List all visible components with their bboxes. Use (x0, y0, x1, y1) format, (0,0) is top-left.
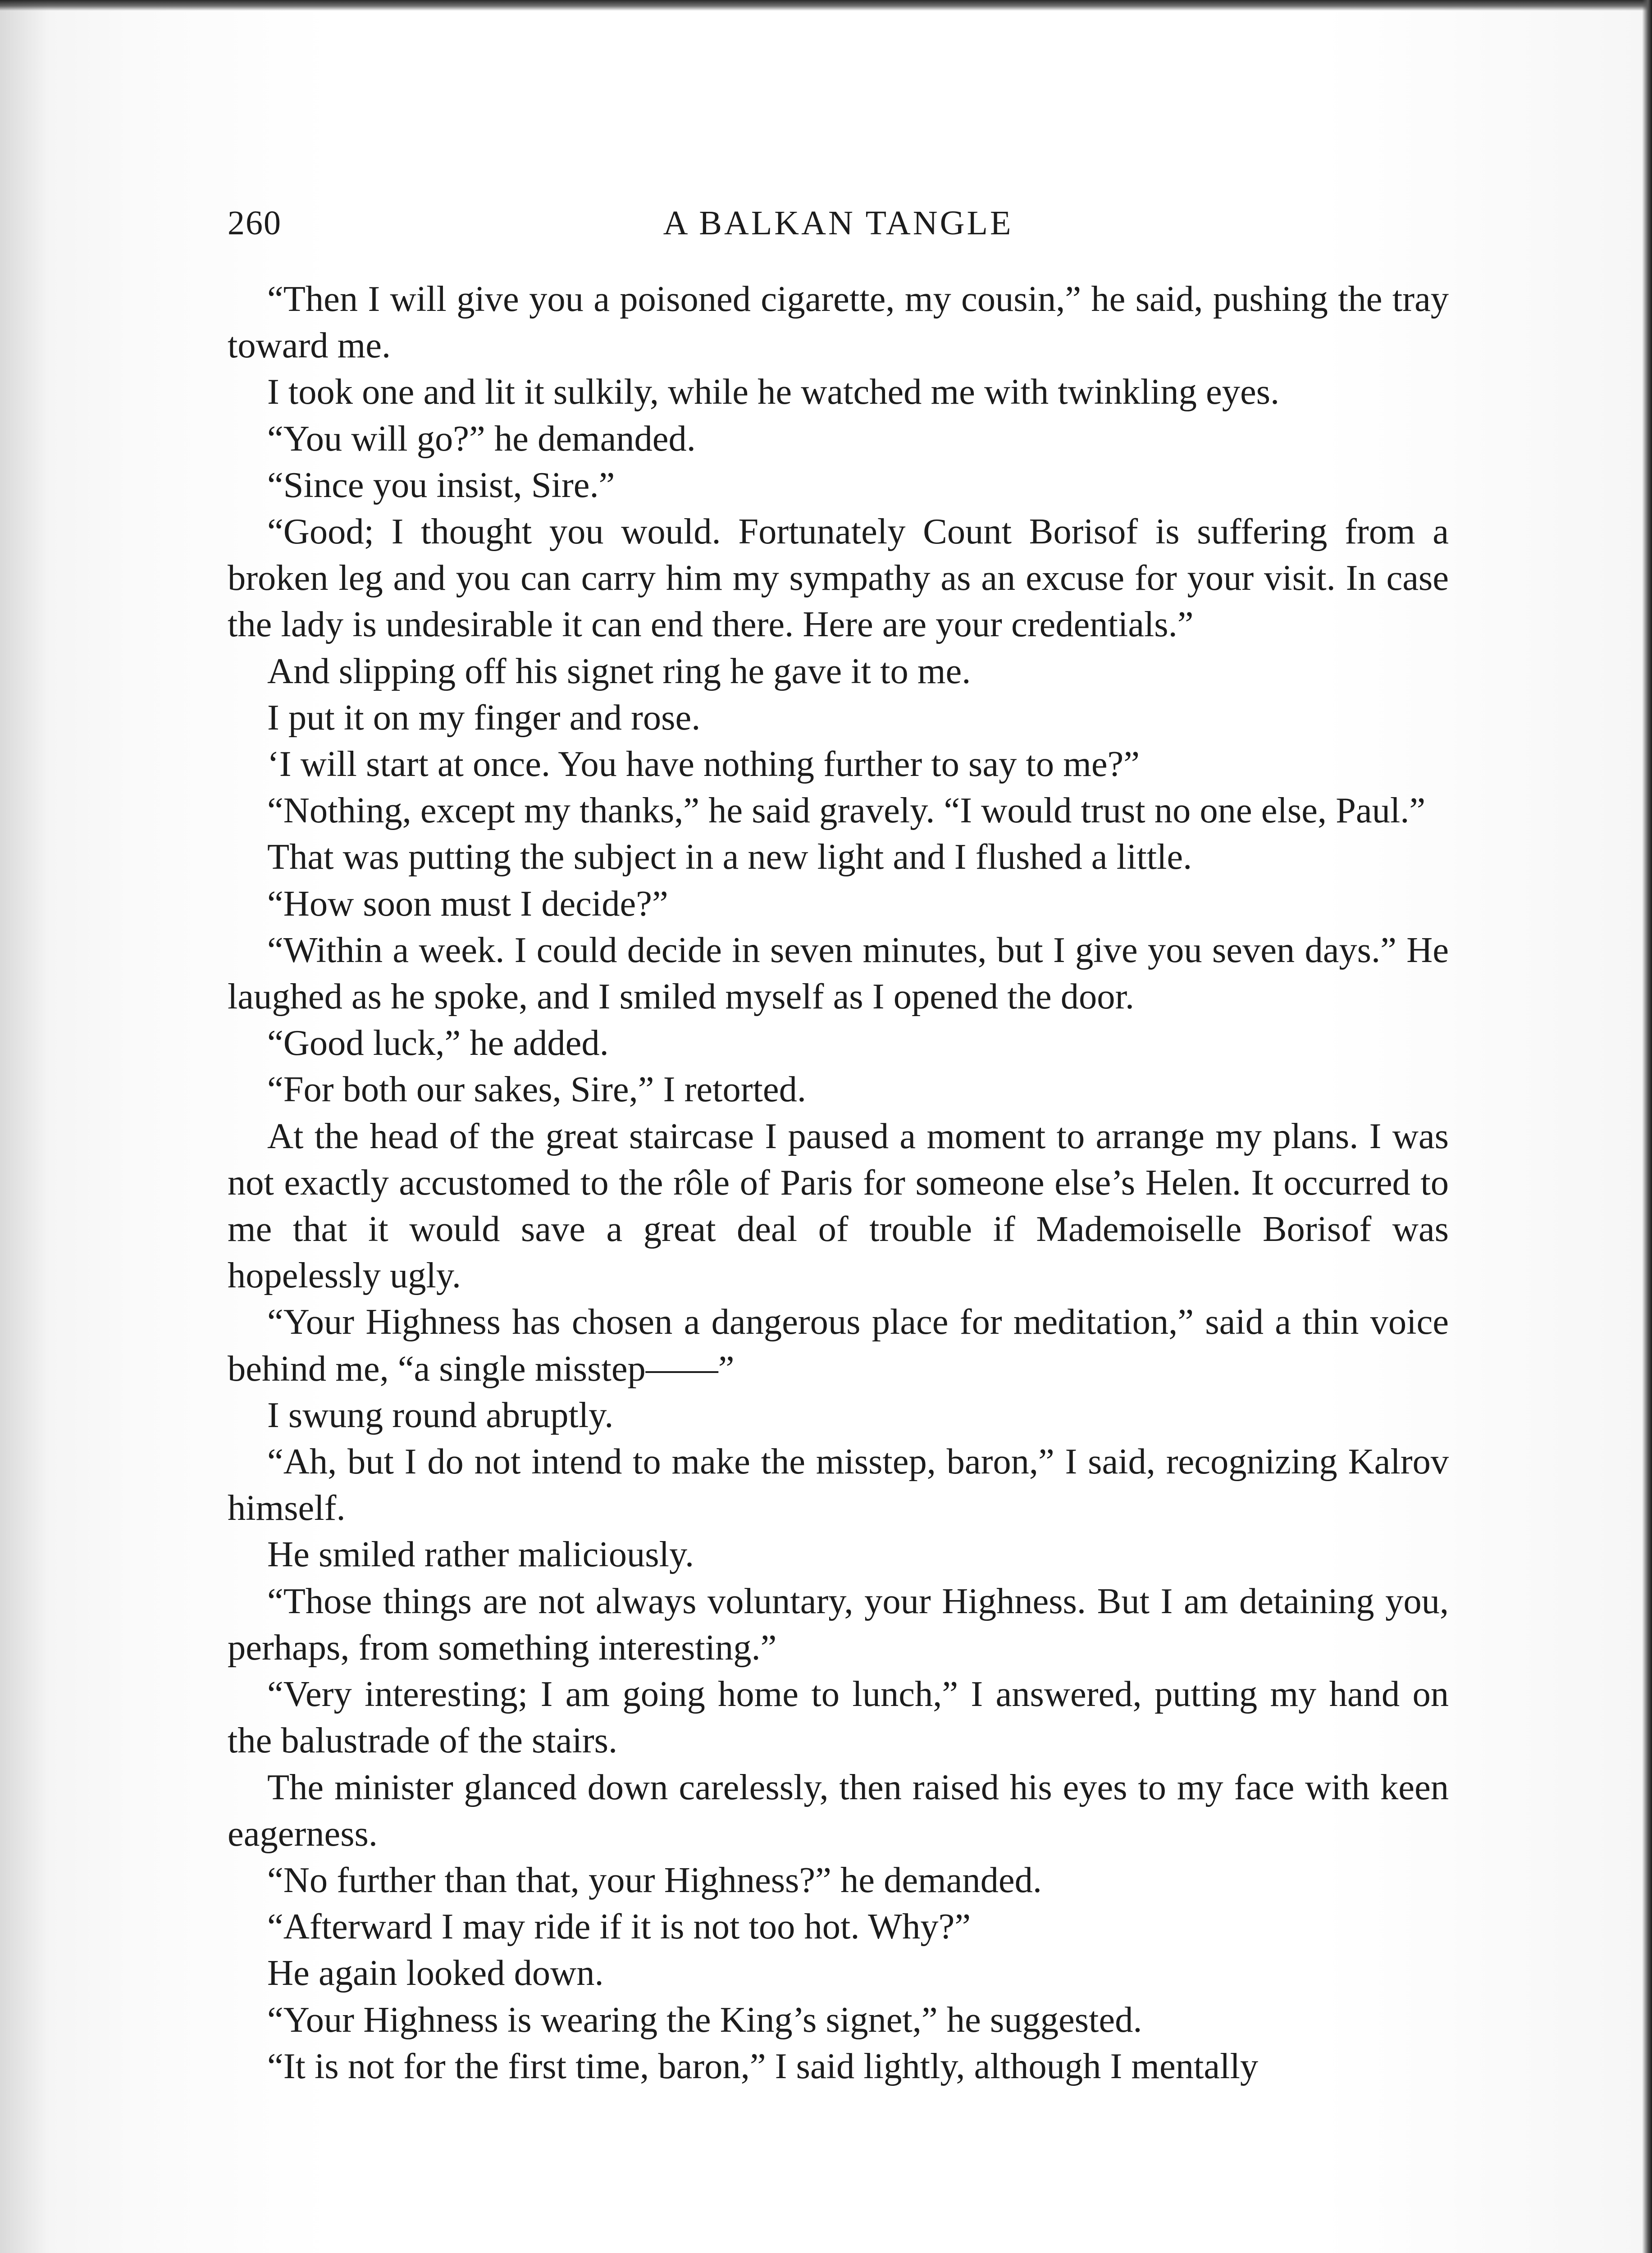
paragraph: “It is not for the first time, baron,” I said lightly, although I mentally (267, 2046, 1259, 2086)
paragraph: “No further than that, your Highness?” he demanded. (267, 1860, 1042, 1900)
paragraph: “Your Highness has chosen a dangerous place for meditation,” said a thin voice behind me, “a single misstep——” (228, 1302, 1449, 1389)
paragraph: “Your Highness is wearing the King’s signet,” he suggested. (267, 1999, 1142, 2040)
gutter-shadow (0, 0, 50, 2253)
paragraph: The minister glanced down carelessly, then raised his eyes to my face with keen eagerness. (228, 1767, 1449, 1854)
paragraph: ‘I will start at once. You have nothing further to say to me?” (267, 744, 1140, 784)
paragraph: “Within a week. I could decide in seven minutes, but I give you seven days.” He laughed as he spoke, and I smiled myself as I opened the door. (228, 930, 1449, 1017)
scan-right-edge (1642, 0, 1652, 2253)
paragraph: I put it on my finger and rose. (267, 697, 701, 738)
paragraph: “Ah, but I do not intend to make the misstep, baron,” I said, recognizing Kalrov himself. (228, 1441, 1449, 1528)
paragraph: “Then I will give you a poisoned cigarette, my cousin,” he said, pushing the tray toward me. (228, 279, 1449, 366)
paragraph: “You will go?” he demanded. (267, 418, 696, 459)
scan-top-edge (0, 0, 1652, 11)
body-text (228, 276, 1449, 2089)
paragraph: “How soon must I decide?” (267, 883, 668, 924)
paragraph: “Good; I thought you would. Fortunately Count Borisof is suffering from a broken leg and you can carry him my sympathy as an excuse for your visit. In case the lady is undesirable it can end there. Here are your credentials.” (228, 511, 1449, 645)
paragraph: I took one and lit it sulkily, while he watched me with twinkling eyes. (267, 372, 1280, 412)
paragraph: At the head of the great staircase I paused a moment to arrange my plans. I was not exactly accustomed to the rôle of Paris for someone else’s Helen. It occurred to me that it would save a great deal of trouble if Mademoiselle Borisof was hopelessly ugly. (228, 1116, 1449, 1296)
paragraph: And slipping off his signet ring he gave it to me. (267, 651, 971, 691)
paragraph: That was putting the subject in a new light and I flushed a little. (267, 837, 1192, 877)
paragraph: “Since you insist, Sire.” (267, 465, 615, 505)
book-title: A BALKAN TANGLE (663, 204, 1013, 242)
paragraph: “Very interesting; I am going home to lunch,” I answered, putting my hand on the balustrade of the stairs. (228, 1674, 1449, 1761)
page-number: 260 (228, 204, 282, 242)
paragraph: “Afterward I may ride if it is not too hot. Why?” (267, 1906, 971, 1947)
paragraph: “For both our sakes, Sire,” I retorted. (267, 1069, 806, 1110)
paragraph: “Nothing, except my thanks,” he said gravely. “I would trust no one else, Paul.” (267, 790, 1426, 831)
paragraph: I swung round abruptly. (267, 1395, 614, 1435)
running-head (228, 198, 1449, 248)
paragraph: “Those things are not always voluntary, your Highness. But I am detaining you, perhaps, from something interesting.” (228, 1581, 1449, 1668)
paragraph: He again looked down. (267, 1953, 604, 1993)
paragraph: “Good luck,” he added. (267, 1023, 609, 1063)
paragraph: He smiled rather maliciously. (267, 1534, 694, 1575)
